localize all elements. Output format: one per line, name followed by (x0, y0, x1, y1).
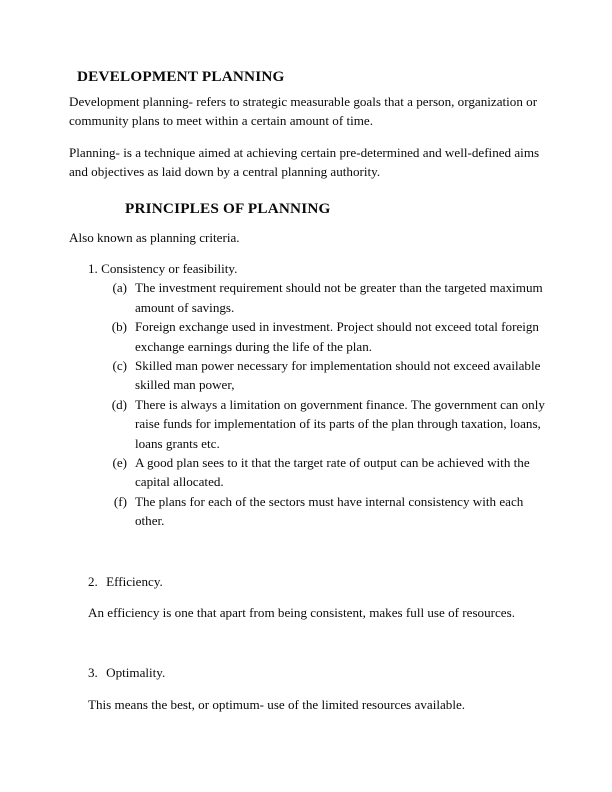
list-item (88, 356, 545, 395)
list-item-text: The plans for each of the sectors must have internal consistency with each other. (135, 493, 524, 529)
document-content (69, 68, 545, 714)
principle-2-heading (69, 572, 545, 591)
section-heading-principles: PRINCIPLES OF PLANNING (125, 199, 331, 217)
principle-3-heading (69, 663, 545, 682)
list-item (88, 278, 545, 317)
principle-1-label: Consistency or feasibility. (101, 260, 238, 276)
list-item-marker: (b) (111, 319, 127, 335)
page-title: DEVELOPMENT PLANNING (77, 68, 285, 85)
list-item-text: Foreign exchange used in investment. Project should not exceed total foreign exchange earnings during the life of the plan. (135, 319, 539, 354)
list-item-marker: (c) (112, 357, 127, 373)
list-item (88, 453, 545, 492)
principle-2-body: An efficiency is one that apart from being consistent, makes full use of resources. (88, 605, 515, 620)
principle-2-block (69, 572, 545, 623)
list-item-text: Skilled man power necessary for implementation should not exceed available skilled man power, (135, 357, 541, 393)
list-item-marker: (a) (112, 280, 127, 296)
section-intro-text: Also known as planning criteria. (69, 229, 240, 245)
list-item-marker: (f) (113, 493, 127, 509)
list-item-marker: (d) (111, 396, 127, 412)
principle-3-block (69, 663, 545, 714)
intro-paragraph-1: Development planning- refers to strategic measurable goals that a person, organization or community plans to meet within a certain amount of time. (69, 93, 538, 129)
list-item (88, 317, 545, 356)
list-item (88, 492, 545, 531)
list-item-text: A good plan sees to it that the target rate of output can be achieved with the capital allocated. (135, 454, 530, 490)
principle-1-sublist (88, 278, 545, 530)
principle-1-heading (69, 259, 545, 278)
list-item-marker: (e) (112, 454, 127, 470)
list-item-text: There is always a limitation on government finance. The government can only raise funds for implementation of its parts of the plan through taxation, loans, loans grants etc. (135, 396, 545, 451)
principle-2-number: 2. (88, 573, 98, 589)
principle-3-number: 3. (88, 665, 98, 681)
principle-2-label: Efficiency. (106, 573, 163, 589)
principle-3-body: This means the best, or optimum- use of the limited resources available. (88, 696, 466, 712)
principle-1-number: 1. (88, 260, 98, 276)
principle-1-sublist-wrapper (69, 278, 545, 530)
principle-3-label: Optimality. (106, 665, 166, 681)
intro-paragraph-2: Planning- is a technique aimed at achieving certain pre-determined and well-defined aims and objectives as laid down by a central planning authority. (69, 144, 540, 180)
list-item (88, 395, 545, 453)
list-item-text: The investment requirement should not be greater than the targeted maximum amount of savings. (135, 280, 543, 315)
